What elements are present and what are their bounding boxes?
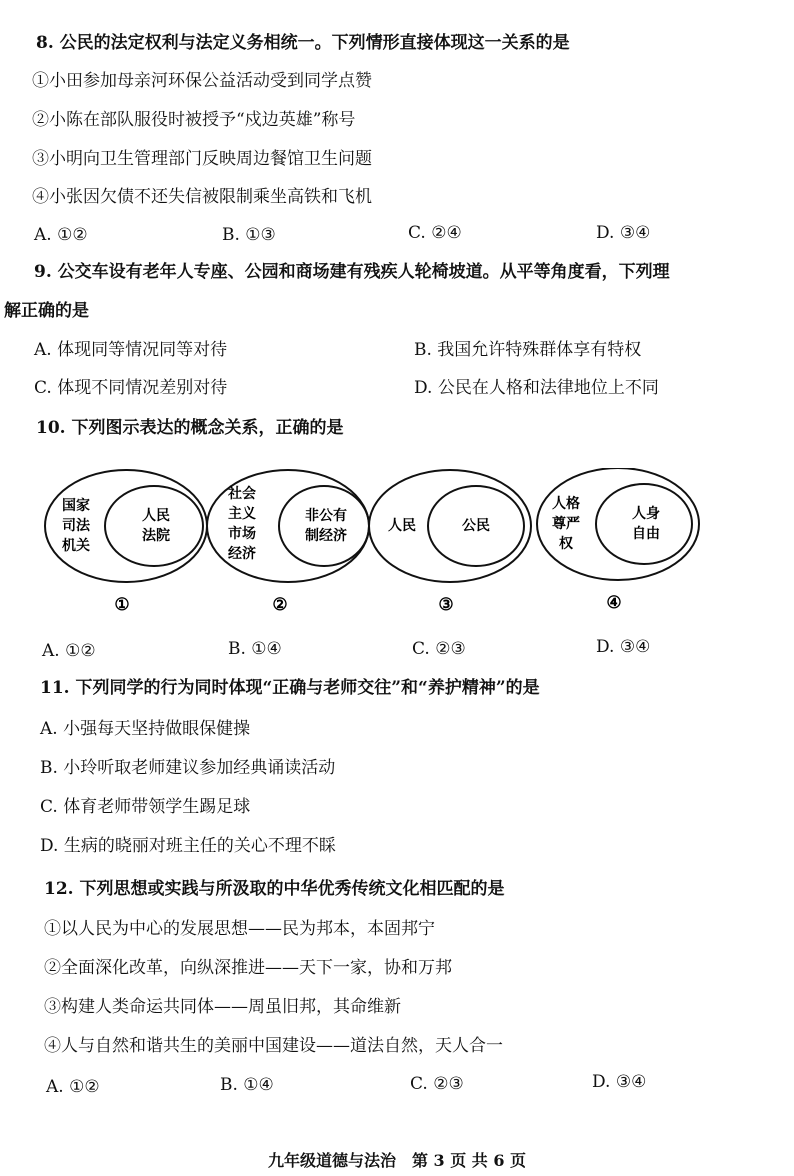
diagram-4-inner-label-1: 人身: [632, 506, 660, 522]
diagram-4-inner-ellipse: [596, 484, 692, 564]
diagram-1-inner-label-1: 人民: [142, 508, 170, 524]
diagram-2-outer-label-1: 社会: [228, 486, 256, 502]
diagram-1-inner-ellipse: [105, 486, 203, 566]
q8-option-a: A. ①②: [34, 225, 88, 245]
q11-option-b: B. 小玲听取老师建议参加经典诵读活动: [40, 758, 336, 778]
diagram-1-outer-label-3: 机关: [62, 538, 90, 554]
q8-item-4: ④小张因欠债不还失信被限制乘坐高铁和飞机: [32, 187, 372, 207]
diagram-1: [45, 470, 207, 615]
q11-stem: 11. 下列同学的行为同时体现“正确与老师交往”和“养护精神”的是: [40, 678, 540, 698]
diagram-3-inner-label: 公民: [462, 518, 490, 534]
q8-option-b: B. ①③: [222, 225, 276, 245]
diagram-1-inner-label-2: 法院: [142, 528, 170, 544]
diagram-4-outer-label-2: 尊严: [552, 516, 580, 532]
diagram-3-number: ③: [438, 595, 454, 615]
diagram-1-outer-label-1: 国家: [62, 498, 90, 514]
q8-option-d: D. ③④: [596, 223, 651, 243]
diagram-4: [537, 468, 699, 613]
q12-option-b: B. ①④: [220, 1075, 274, 1095]
diagram-2-outer-label-3: 市场: [228, 526, 256, 542]
diagram-3: [369, 470, 531, 615]
q8-option-c: C. ②④: [408, 223, 462, 243]
q12-stem: 12. 下列思想或实践与所汲取的中华优秀传统文化相匹配的是: [44, 879, 505, 899]
q10-option-c: C. ②③: [412, 639, 466, 659]
q11-option-a: A. 小强每天坚持做眼保健操: [40, 719, 251, 739]
q12-item-2: ②全面深化改革，向纵深推进——天下一家，协和万邦: [44, 958, 452, 978]
diagram-3-outer-label: 人民: [388, 518, 416, 534]
diagram-2-outer-label-2: 主义: [228, 506, 256, 522]
q12-option-c: C. ②③: [410, 1074, 464, 1094]
q12-item-1: ①以人民为中心的发展思想——民为邦本，本固邦宁: [44, 919, 435, 939]
diagram-2-inner-label-1: 非公有: [305, 508, 347, 524]
diagram-2-inner-ellipse: [279, 486, 369, 566]
diagram-4-outer-label-1: 人格: [552, 496, 580, 512]
diagram-4-number: ④: [606, 593, 622, 613]
diagram-2: [207, 470, 369, 615]
q9-stem-line2: 解正确的是: [4, 301, 89, 321]
diagram-4-outer-label-3: 权: [559, 536, 573, 552]
q10-option-d: D. ③④: [596, 637, 651, 657]
q12-item-3: ③构建人类命运共同体——周虽旧邦，其命维新: [44, 997, 401, 1017]
q12-option-d: D. ③④: [592, 1072, 647, 1092]
diagram-4-inner-label-2: 自由: [632, 526, 660, 542]
q9-option-b: B. 我国允许特殊群体享有特权: [414, 340, 642, 360]
diagram-1-outer-label-2: 司法: [62, 518, 90, 534]
q8-item-2: ②小陈在部队服役时被授予“戍边英雄”称号: [32, 110, 356, 130]
q10-stem: 10. 下列图示表达的概念关系，正确的是: [36, 418, 344, 438]
diagram-1-number: ①: [114, 595, 130, 615]
q9-stem-line1: 9. 公交车设有老年人专座、公园和商场建有残疾人轮椅坡道。从平等角度看，下列理: [34, 262, 670, 282]
concept-diagrams: [40, 468, 760, 618]
q8-item-1: ①小田参加母亲河环保公益活动受到同学点赞: [32, 71, 372, 91]
q12-item-4: ④人与自然和谐共生的美丽中国建设——道法自然，天人合一: [44, 1036, 503, 1056]
q11-option-c: C. 体育老师带领学生踢足球: [40, 797, 251, 817]
diagram-2-number: ②: [272, 595, 288, 615]
q10-option-a: A. ①②: [42, 641, 96, 661]
q10-option-b: B. ①④: [228, 639, 282, 659]
q8-stem: 8. 公民的法定权利与法定义务相统一。下列情形直接体现这一关系的是: [36, 33, 570, 53]
q11-option-d: D. 生病的晓丽对班主任的关心不理不睬: [40, 836, 336, 856]
diagram-2-outer-label-4: 经济: [228, 546, 256, 562]
q9-option-c: C. 体现不同情况差别对待: [34, 378, 228, 398]
diagram-2-inner-label-2: 制经济: [305, 528, 347, 544]
q9-option-a: A. 体现同等情况同等对待: [34, 340, 228, 360]
q9-option-d: D. 公民在人格和法律地位上不同: [414, 378, 659, 398]
q12-option-a: A. ①②: [46, 1077, 100, 1097]
page-footer: 九年级道德与法治 第 3 页 共 6 页: [267, 1151, 527, 1170]
q8-item-3: ③小明向卫生管理部门反映周边餐馆卫生问题: [32, 149, 372, 169]
